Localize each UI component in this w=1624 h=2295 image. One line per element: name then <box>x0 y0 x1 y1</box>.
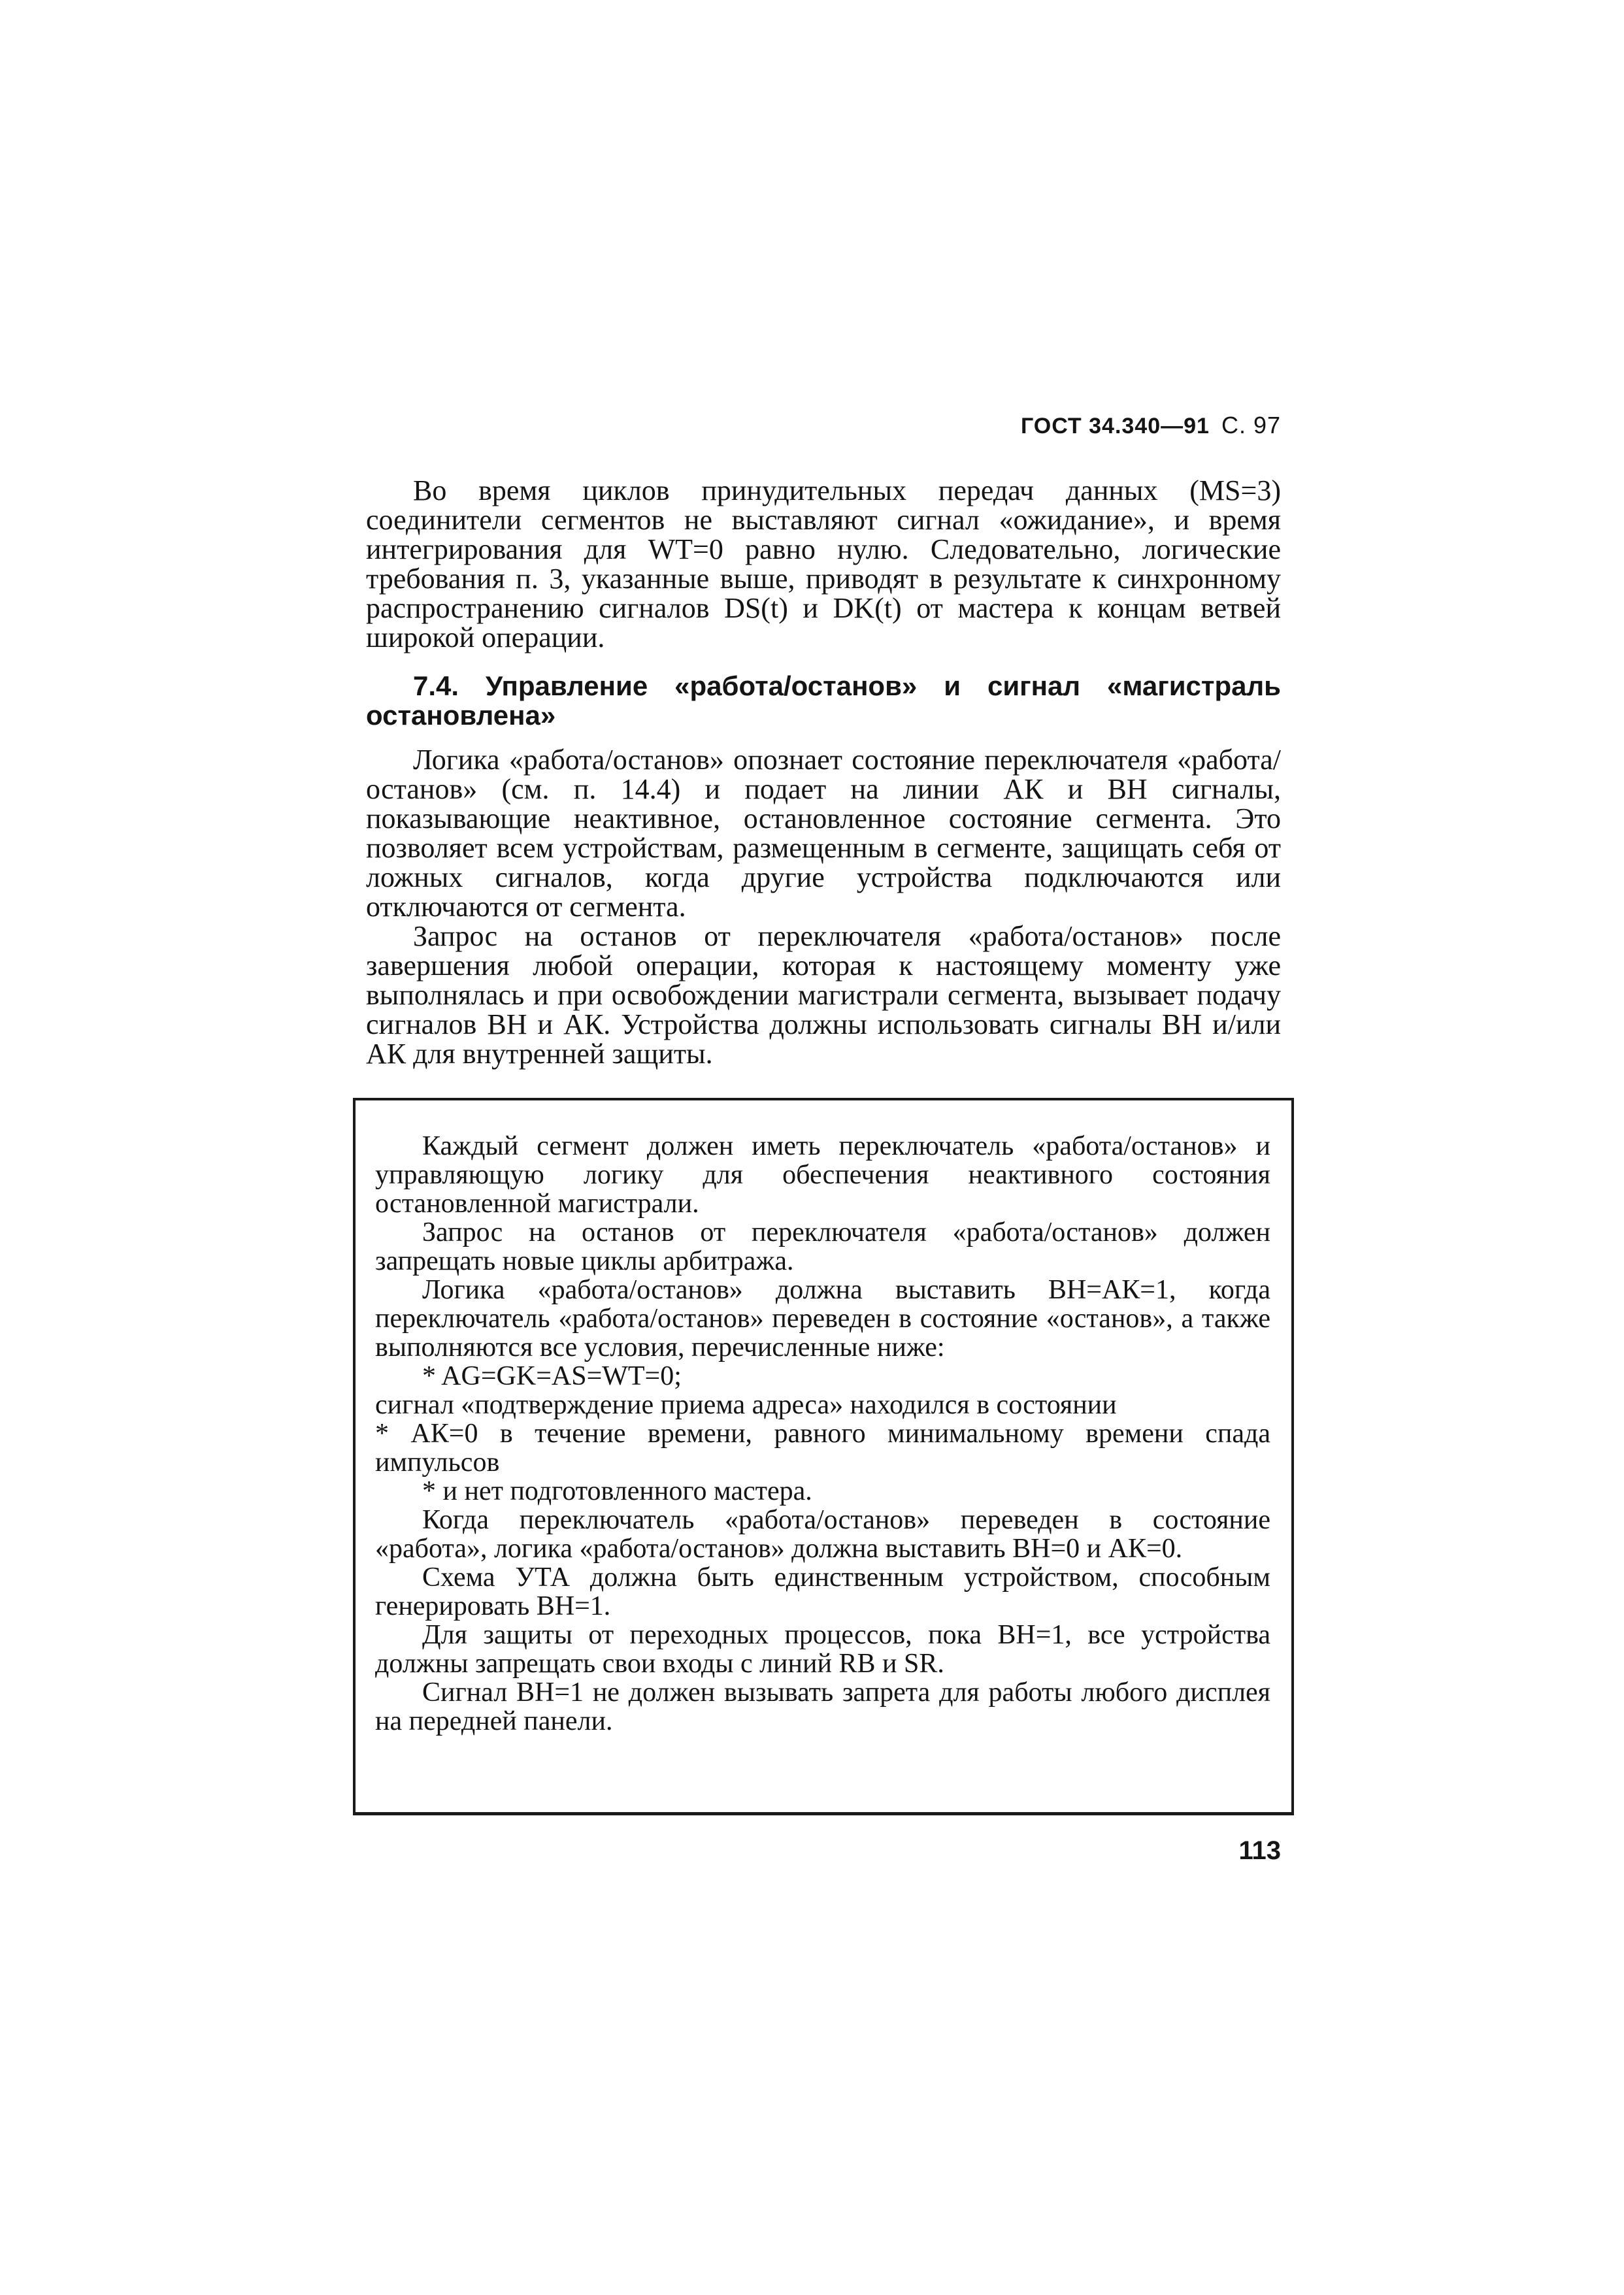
box-line: Схема УТА должна быть единственным устройством, способным генерировать ВН=1. <box>375 1562 1270 1621</box>
standard-page-ref: С. 97 <box>1221 412 1281 438</box>
box-bullet: * АК=0 в течение времени, равного минимальному времени спада импульсов <box>375 1419 1270 1478</box>
box-line: Запрос на останов от переключателя «работа/останов» должен запрещать новые циклы арбитража. <box>375 1217 1270 1276</box>
box-bullet: * и нет подготовленного мастера. <box>422 1476 812 1506</box>
page-header <box>1019 412 1281 439</box>
box-bullet: * AG=GK=AS=WT=0; <box>422 1361 682 1391</box>
requirements-box <box>353 1098 1294 1815</box>
box-line: Для защиты от переходных процессов, пока ВН=1, все устройства должны запрещать свои входы с линий RB и SR. <box>375 1620 1270 1679</box>
box-line: Каждый сегмент должен иметь переключатель «работа/останов» и управляющую логику для обеспечения неактивного состояния остановленной магистрали. <box>375 1131 1270 1219</box>
requirements-box-content <box>375 1132 1270 1736</box>
paragraph-request: Запрос на останов от переключателя «работа/останов» после завершения любой операции, которая к настоящему моменту уже выполнялась и при освобождении магистрали сегмента, вызывает подачу сигналов ВН и АК. Устройства должны использовать сигналы ВН и/или АК для внутренней защиты. <box>366 920 1281 1070</box>
paragraph-logic: Логика «работа/останов» опознает состояние переключателя «работа/останов» (см. п. 14.4) и подает на линии АК и ВН сигналы, показывающие неактивное, остановленное состояние сегмента. Это позволяет всем устройствам, размещенным в сегменте, защищать себя от ложных сигналов, когда другие устройства подключаются или отключаются от сегмента. <box>366 744 1281 923</box>
standard-number: ГОСТ 34.340—91 <box>1020 414 1210 438</box>
box-line: Когда переключатель «работа/останов» переведен в состояние «работа», логика «работа/останов» должна выставить ВН=0 и АК=0. <box>375 1505 1270 1564</box>
box-line: Сигнал ВН=1 не должен вызывать запрета для работы любого дисплея на передней панели. <box>375 1677 1270 1736</box>
section-title: 7.4. Управление «работа/останов» и сигнал «магистраль остановлена» <box>366 670 1281 731</box>
box-line: сигнал «подтверждение приема адреса» находился в состоянии <box>375 1390 1117 1420</box>
box-line: Логика «работа/останов» должна выставить ВН=АК=1, когда переключатель «работа/останов» переведен в состояние «останов», а также выполняются все условия, перечисленные ниже: <box>375 1275 1270 1362</box>
page-number: 113 <box>1238 1836 1281 1865</box>
paragraph-intro: Во время циклов принудительных передач данных (MS=3) соединители сегментов не выставляют сигнал «ожидание», и время интегрирования для WT=0 равно нулю. Следовательно, логические требования п. 3, указанные выше, приводят в результате к синхронному распространению сигналов DS(t) и DK(t) от мастера к концам ветвей широкой операции. <box>366 474 1281 653</box>
